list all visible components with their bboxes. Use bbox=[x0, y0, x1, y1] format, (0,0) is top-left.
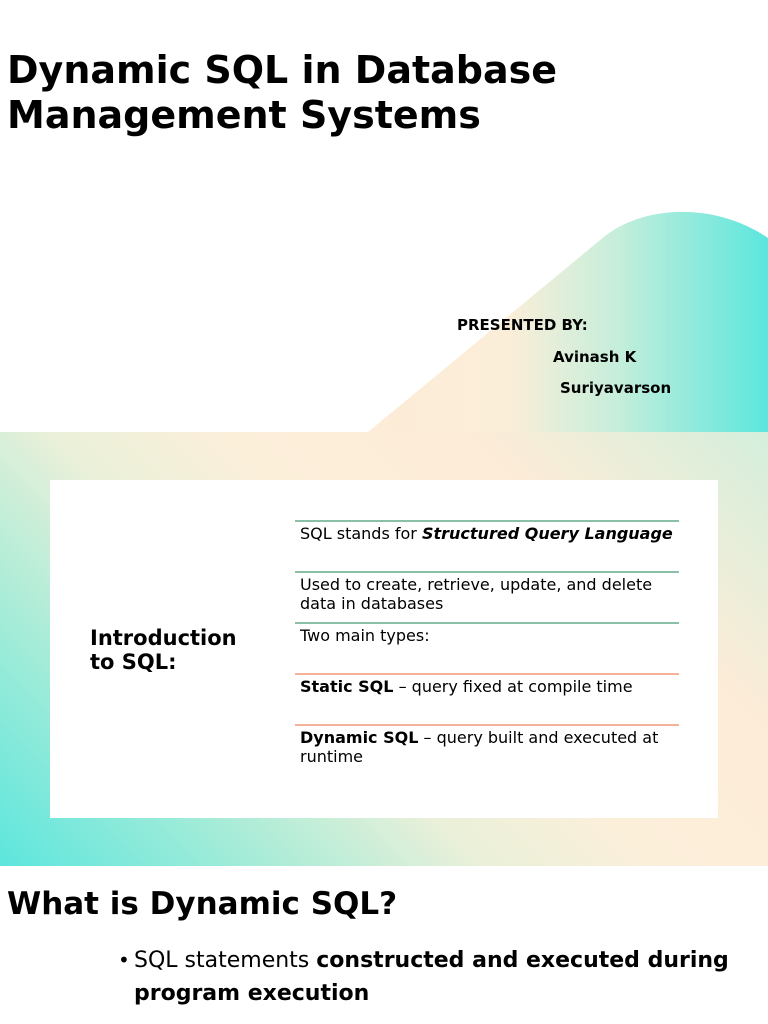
bullet-plain-text: SQL statements bbox=[134, 948, 317, 973]
bullet-text bbox=[134, 944, 748, 1010]
row-text: – query fixed at compile time bbox=[393, 677, 633, 696]
row-text: Two main types: bbox=[300, 626, 430, 645]
presenter-name: Suriyavarson bbox=[560, 379, 672, 397]
presenter-name: Avinash K bbox=[553, 348, 637, 366]
title-slide bbox=[0, 0, 768, 432]
list-item bbox=[295, 673, 679, 724]
intro-heading-line-1: Introduction bbox=[90, 626, 237, 650]
list-item bbox=[295, 622, 679, 673]
content-card bbox=[50, 480, 718, 818]
presented-by-label: PRESENTED BY: bbox=[457, 316, 588, 334]
list-item bbox=[295, 571, 679, 622]
title-line-2: Management Systems bbox=[7, 93, 481, 137]
row-text: Used to create, retrieve, update, and delete data in databases bbox=[300, 575, 653, 613]
list-item bbox=[295, 520, 679, 571]
presentation-title bbox=[7, 48, 707, 138]
bullet-item bbox=[118, 944, 748, 1010]
definition-slide bbox=[0, 866, 768, 1024]
row-term: Static SQL bbox=[300, 677, 394, 696]
definition-list bbox=[295, 520, 679, 775]
intro-heading-line-2: to SQL: bbox=[90, 650, 177, 674]
bullet-bold-text: constructed and executed during program execution bbox=[134, 948, 729, 1006]
slide-title: What is Dynamic SQL? bbox=[7, 886, 398, 922]
title-line-1: Dynamic SQL in Database bbox=[7, 48, 558, 92]
row-emphasis: Structured Query Language bbox=[421, 524, 673, 543]
intro-heading bbox=[90, 626, 270, 674]
row-text: – query built and executed at runtime bbox=[300, 728, 659, 766]
row-text: SQL stands for bbox=[300, 524, 422, 543]
list-item bbox=[295, 724, 679, 775]
intro-slide bbox=[0, 432, 768, 866]
bullet-icon: • bbox=[118, 948, 130, 972]
row-term: Dynamic SQL bbox=[300, 728, 419, 747]
